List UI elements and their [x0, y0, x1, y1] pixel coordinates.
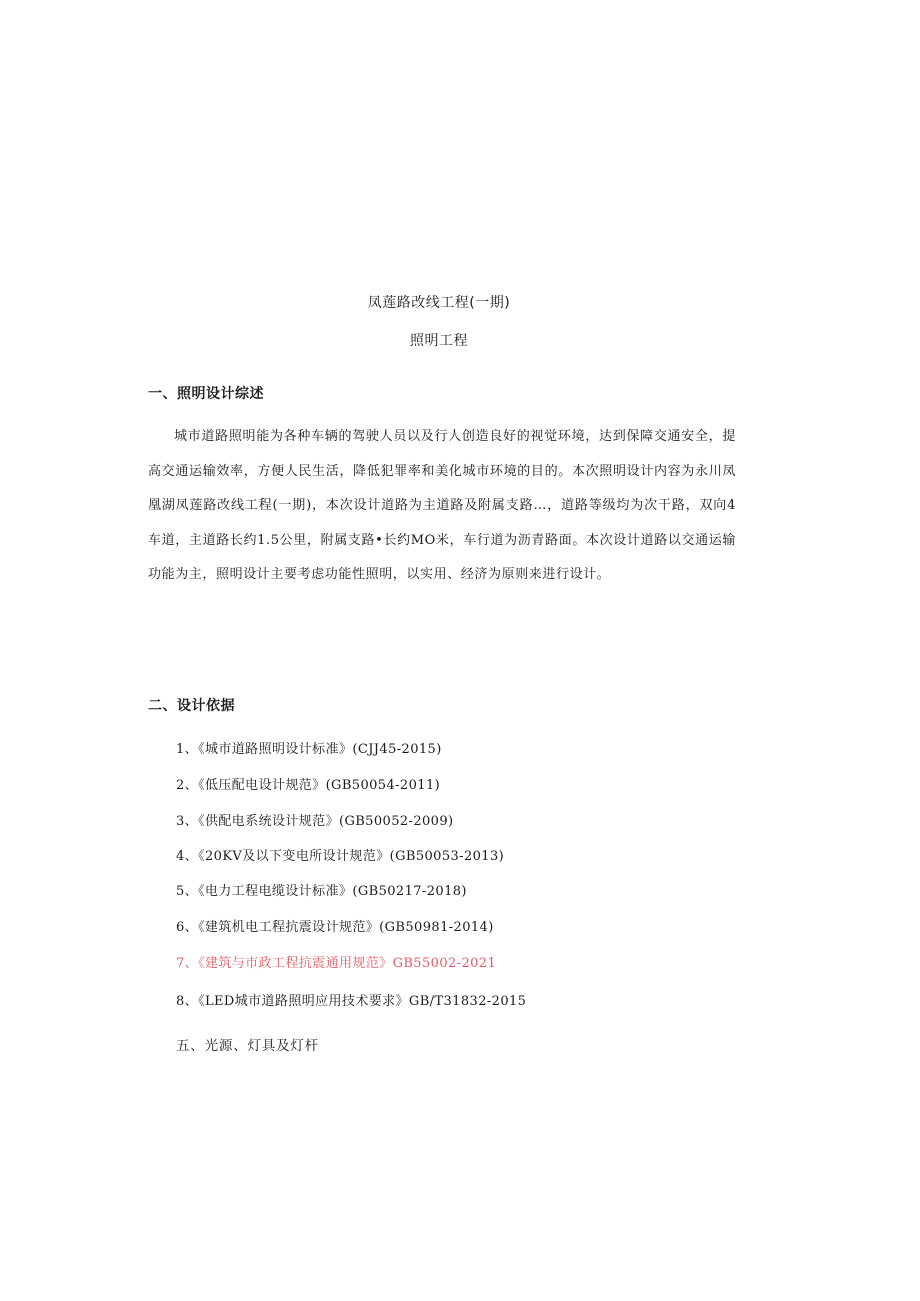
reference-item: 3、《供配电系统设计规范》(GB50052-2009): [176, 814, 454, 829]
reference-item: 2、《低压配电设计规范》(GB50054-2011): [176, 778, 441, 793]
overview-paragraph: 城市道路照明能为各种车辆的驾驶人员以及行人创造良好的视觉环境，达到保障交通安全，提高交通运输效率，方便人民生活，降低犯罪率和美化城市环境的目的。本次照明设计内容为永川凤凰湖凤莲路改线工程(一期)，本次设计道路为主道路及附属支路…，道路等级均为次干路，双向4车道，主道路长约1.5公里，附属支路•长约MO米，车行道为沥青路面。本次设计道路以交通运输功能为主，照明设计主要考虑功能性照明，以实用、经济为原则来进行设计。: [148, 429, 736, 582]
reference-item: 6、《建筑机电工程抗震设计规范》(GB50981-2014): [176, 920, 494, 935]
document-subtitle: 照明工程: [410, 333, 468, 349]
section-heading-light-source: 五、光源、灯具及灯杆: [176, 1038, 319, 1054]
section-heading-overview: 一、照明设计综述: [148, 386, 264, 402]
reference-item: 4、《20KV及以下变电所设计规范》(GB50053-2013): [176, 849, 505, 864]
reference-item: 5、《电力工程电缆设计标准》(GB50217-2018): [176, 884, 467, 899]
section-heading-design-basis: 二、设计依据: [148, 698, 235, 714]
reference-item: 8、《LED城市道路照明应用技术要求》GB/T31832-2015: [176, 994, 527, 1009]
reference-item-highlighted: 7、《建筑与市政工程抗震通用规范》GB55002-2021: [176, 956, 497, 971]
document-title: 凤莲路改线工程(一期): [367, 295, 511, 311]
reference-item: 1、《城市道路照明设计标准》(CJJ45-2015): [176, 742, 442, 757]
